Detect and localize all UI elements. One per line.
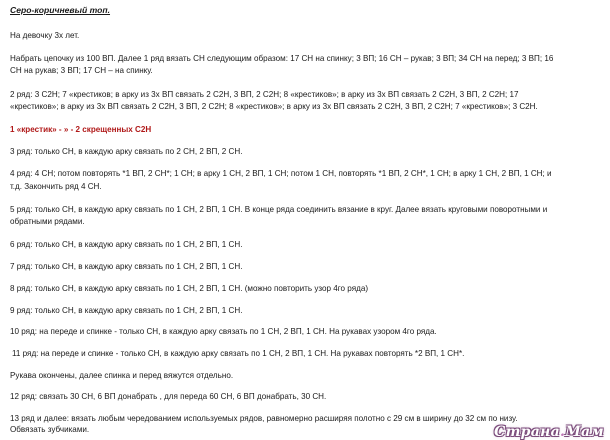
paragraph-line: 12 ряд: связать 30 СН, 6 ВП донабрать , для переда 60 СН, 6 ВП донабрать, 30 СН. (10, 392, 327, 401)
watermark-dot: . (560, 424, 566, 440)
paragraph-line: СН на рукав; 3 ВП; 17 СН – на спинку. (10, 66, 153, 75)
paragraph-line: Рукава окончены, далее спинка и перед вяжутся отдельно. (10, 371, 234, 380)
paragraph-line: 8 ряд: только СН, в каждую арку связать по 1 СН, 2 ВП, 1 СН. (можно повторить узор 4го ряда) (10, 284, 369, 293)
paragraph-line: 3 ряд: только СН, в каждую арку связать по 2 СН, 2 ВП, 2 СН. (10, 147, 243, 156)
watermark-text-2: Мам (565, 424, 604, 440)
stitch-legend: 1 «крестик» - » - 2 скрещенных С2Н (10, 125, 152, 134)
paragraph-line: 7 ряд: только СН, в каждую арку связать по 1 СН, 2 ВП, 1 СН. (10, 262, 243, 271)
paragraph-line: 6 ряд: только СН, в каждую арку связать по 1 СН, 2 ВП, 1 СН. (10, 240, 243, 249)
subtitle: На девочку 3х лет. (10, 31, 80, 40)
paragraph-line: 4 ряд: 4 СН; потом повторять *1 ВП, 2 СН*; 1 СН; в арку 1 СН, 2 ВП, 1 СН; потом 1 СН, повторять *1 ВП, 2 СН*, 1 СН; в арку 1 СН, 2 ВП, 1 СН; и (10, 169, 552, 178)
document-title: Серо-коричневый топ. (10, 5, 111, 15)
watermark-text-1: Страна (494, 424, 561, 440)
paragraph-line: т.д. Закончить ряд 4 СН. (10, 182, 102, 191)
paragraph-line: 9 ряд: только СН, в каждую арку связать по 1 СН, 2 ВП, 1 СН. (10, 306, 243, 315)
paragraph-line: Обвязать зубчиками. (10, 425, 90, 434)
paragraph-line: «крестиков»; в арку из 3х ВП связать 2 С2Н, 3 ВП, 2 С2Н; 8 «крестиков»; в арку из 3х ВП связать 2 С2Н, 3 ВП, 2 С2Н; 7 «крестиков»; 3 С2Н. (10, 102, 538, 111)
site-watermark (494, 424, 604, 440)
paragraph-line: 10 ряд: на переде и спинке - только СН, в каждую арку связать по 1 СН, 2 ВП, 1 СН. На рукавах узором 4го ряда. (10, 327, 437, 336)
paragraph-line: 11 ряд: на переде и спинке - только СН, в каждую арку связать по 1 СН, 2 ВП, 1 СН. На рукавах повторять *2 ВП, 1 СН*. (12, 349, 465, 358)
paragraph-line: 13 ряд и далее: вязать любым чередованием используемых рядов, равномерно расширяя полотно с 29 см в ширину до 32 см по низу. (10, 414, 518, 423)
paragraph-line: 2 ряд: 3 С2Н; 7 «крестиков; в арку из 3х ВП связать 2 С2Н, 3 ВП, 2 С2Н; 8 «крестиков»; в арку из 3х ВП связать 2 С2Н, 3 ВП, 2 С2Н; 17 (10, 90, 519, 99)
paragraph-line: обратными рядами. (10, 217, 85, 226)
paragraph-line: 5 ряд: только СН, в каждую арку связать по 1 СН, 2 ВП, 1 СН. В конце ряда соединить вязание в круг. Далее вязать круговыми поворотными и (10, 205, 548, 214)
paragraph-line: Набрать цепочку из 100 ВП. Далее 1 ряд вязать СН следующим образом: 17 СН на спинку; 3 ВП; 16 СН – рукав; 3 ВП; 34 СН на перед; 3 ВП; 16 (10, 54, 554, 63)
